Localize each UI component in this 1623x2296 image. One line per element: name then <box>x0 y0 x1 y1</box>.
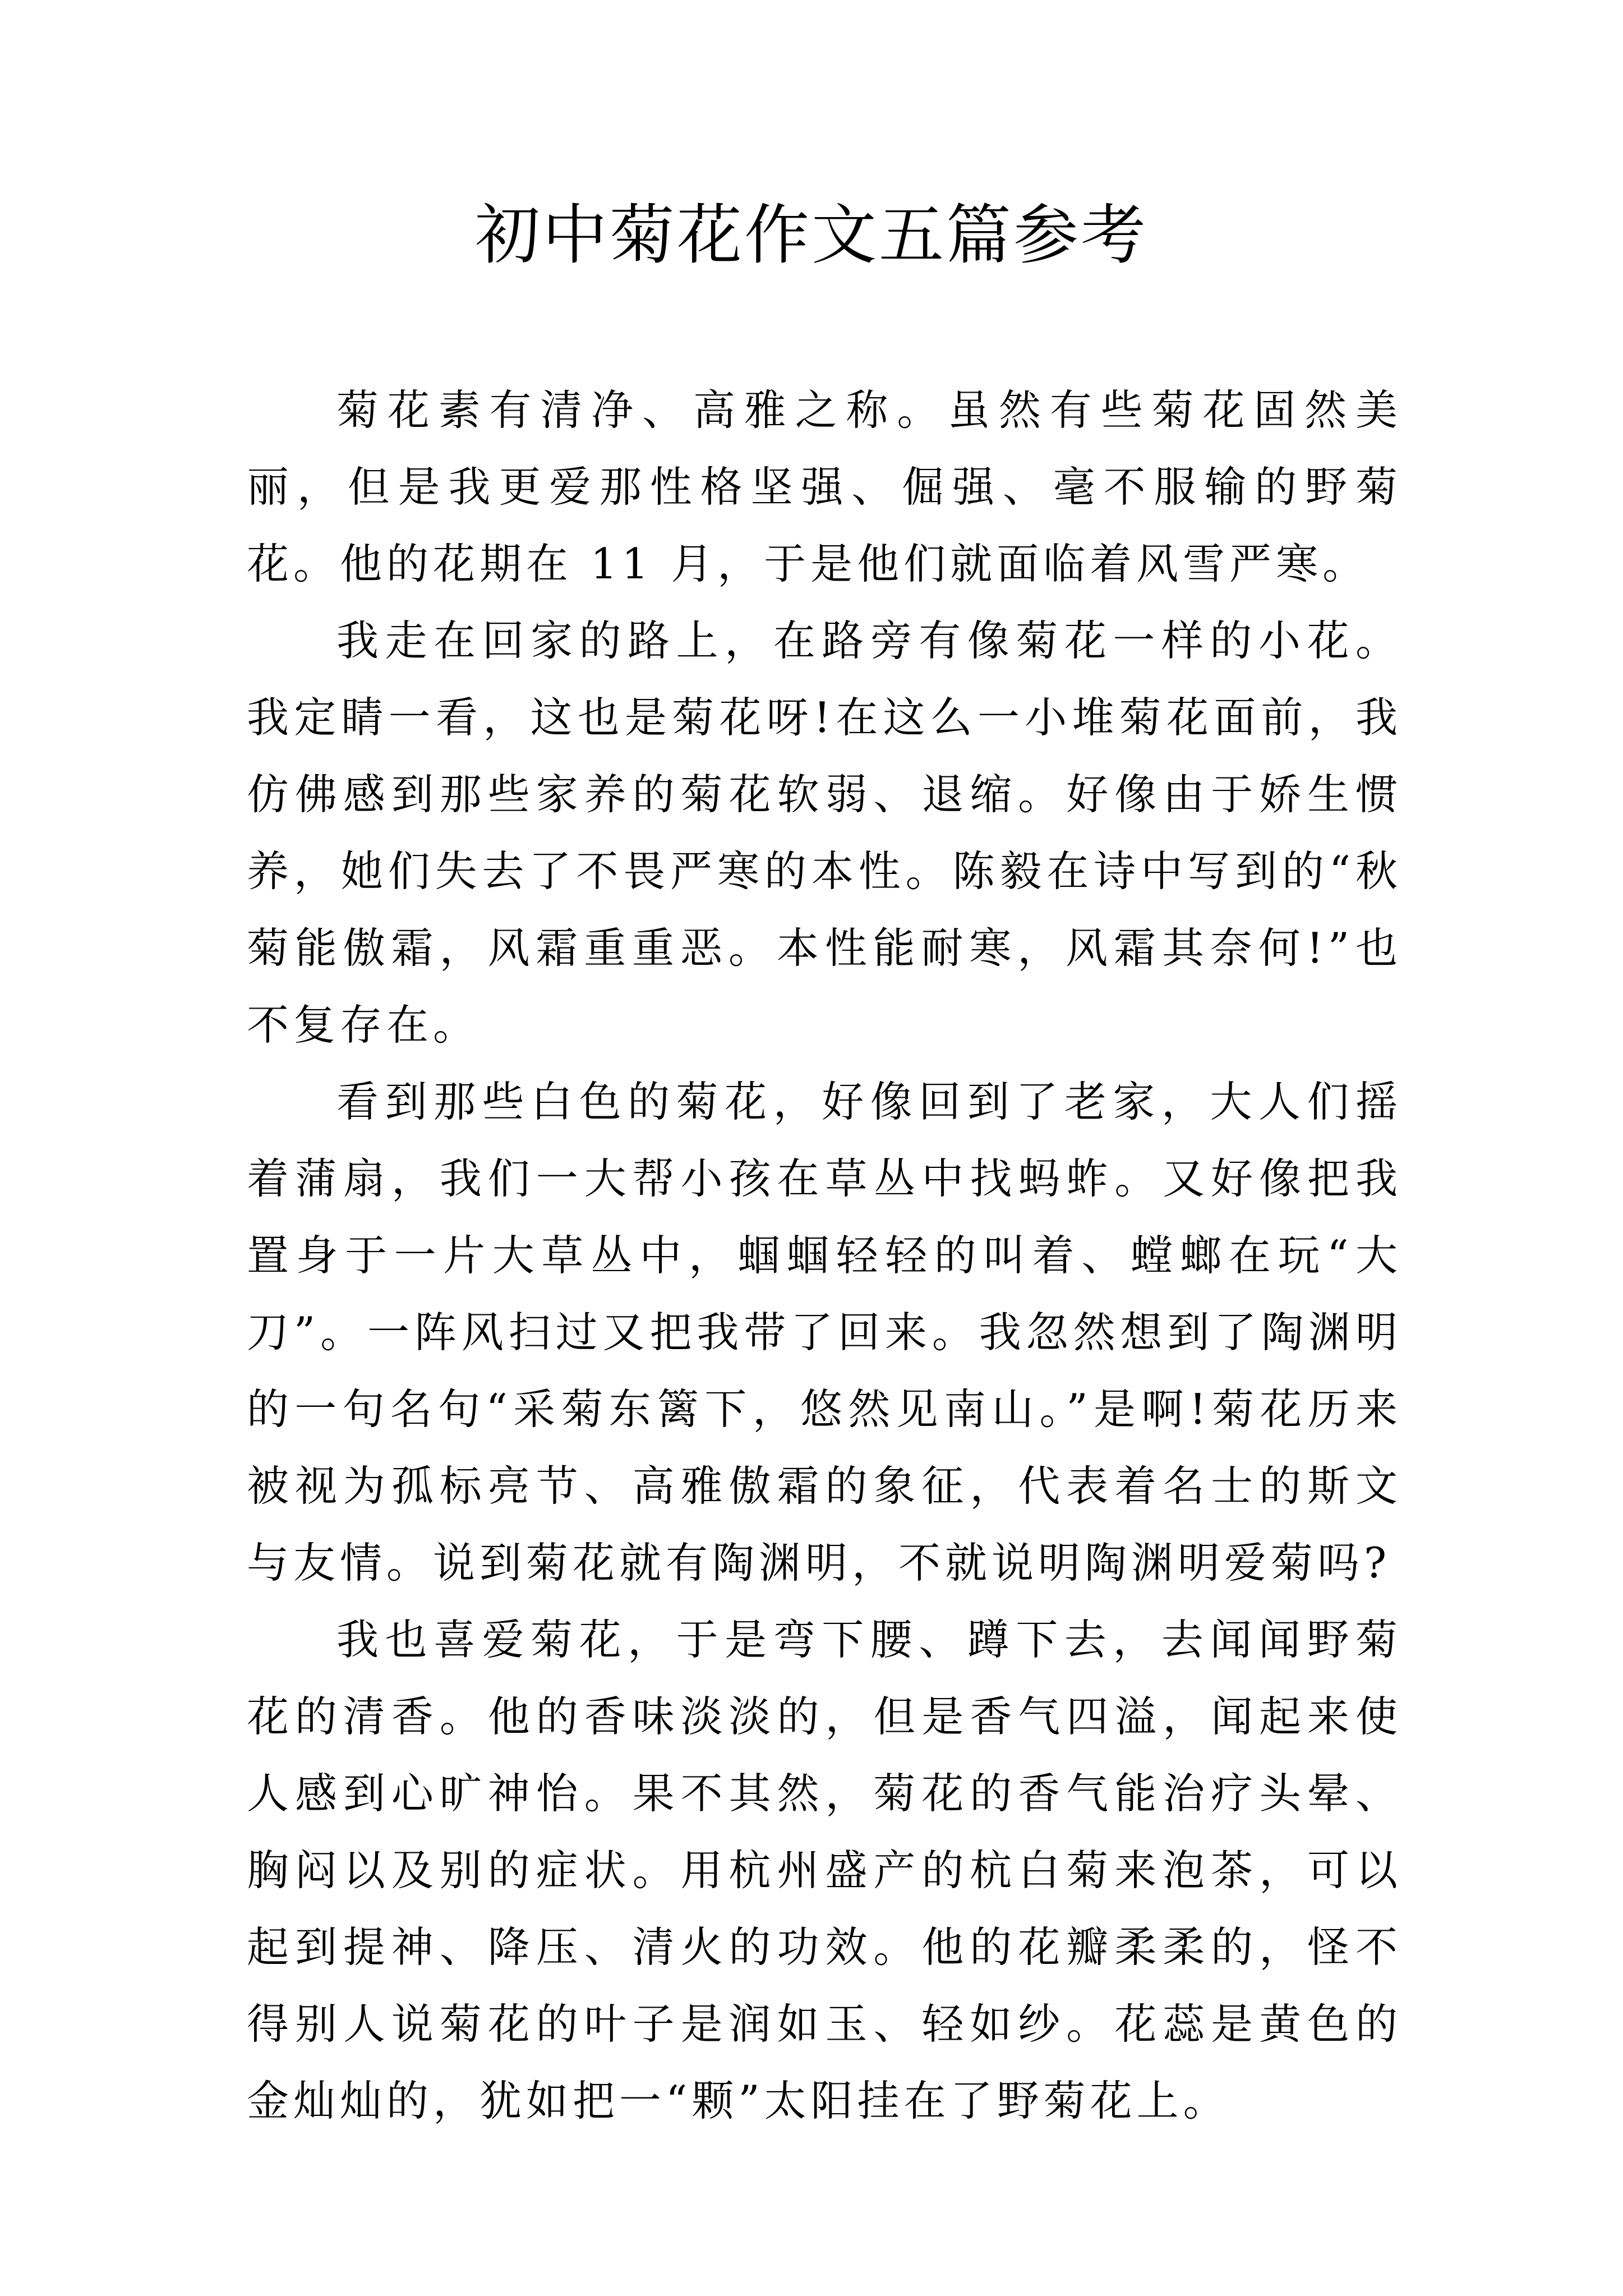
document-title: 初中菊花作文五篇参考 <box>475 197 1148 273</box>
document-body <box>247 372 1402 2139</box>
paragraph-3: 看到那些白色的菊花，好像回到了老家，大人们摇着蒲扇，我们一大帮小孩在草丛中找蚂蚱。又好像把我置身于一片大草丛中，蝈蝈轻轻的叫着、螳螂在玩“大刀”。一阵风扫过又把我带了回来。我忽然想到了陶渊明的一句名句“采菊东篱下，悠然见南山。”是啊!菊花历来被视为孤标亮节、高雅傲霜的象征，代表着名士的斯文与友情。说到菊花就有陶渊明，不就说明陶渊明爱菊吗? <box>247 1077 1402 1588</box>
paragraph-1: 菊花素有清净、高雅之称。虽然有些菊花固然美丽，但是我更爱那性格坚强、倔强、毫不服输的野菊花。他的花期在 11 月，于是他们就面临着风雪严寒。 <box>247 385 1402 588</box>
paragraph-4: 我也喜爱菊花，于是弯下腰、蹲下去，去闻闻野菊花的清香。他的香味淡淡的，但是香气四溢，闻起来使人感到心旷神怡。果不其然，菊花的香气能治疗头晕、胸闷以及别的症状。用杭州盛产的杭白菊来泡茶，可以起到提神、降压、清火的功效。他的花瓣柔柔的，怪不得别人说菊花的叶子是润如玉、轻如纱。花蕊是黄色的金灿灿的，犹如把一“颗”太阳挂在了野菊花上。 <box>247 1615 1402 2125</box>
paragraph-2: 我走在回家的路上，在路旁有像菊花一样的小花。我定睛一看，这也是菊花呀!在这么一小堆菊花面前，我仿佛感到那些家养的菊花软弱、退缩。好像由于娇生惯养，她们失去了不畏严寒的本性。陈毅在诗中写到的“秋菊能傲霜，风霜重重恶。本性能耐寒，风霜其奈何!”也不复存在。 <box>247 616 1402 1050</box>
